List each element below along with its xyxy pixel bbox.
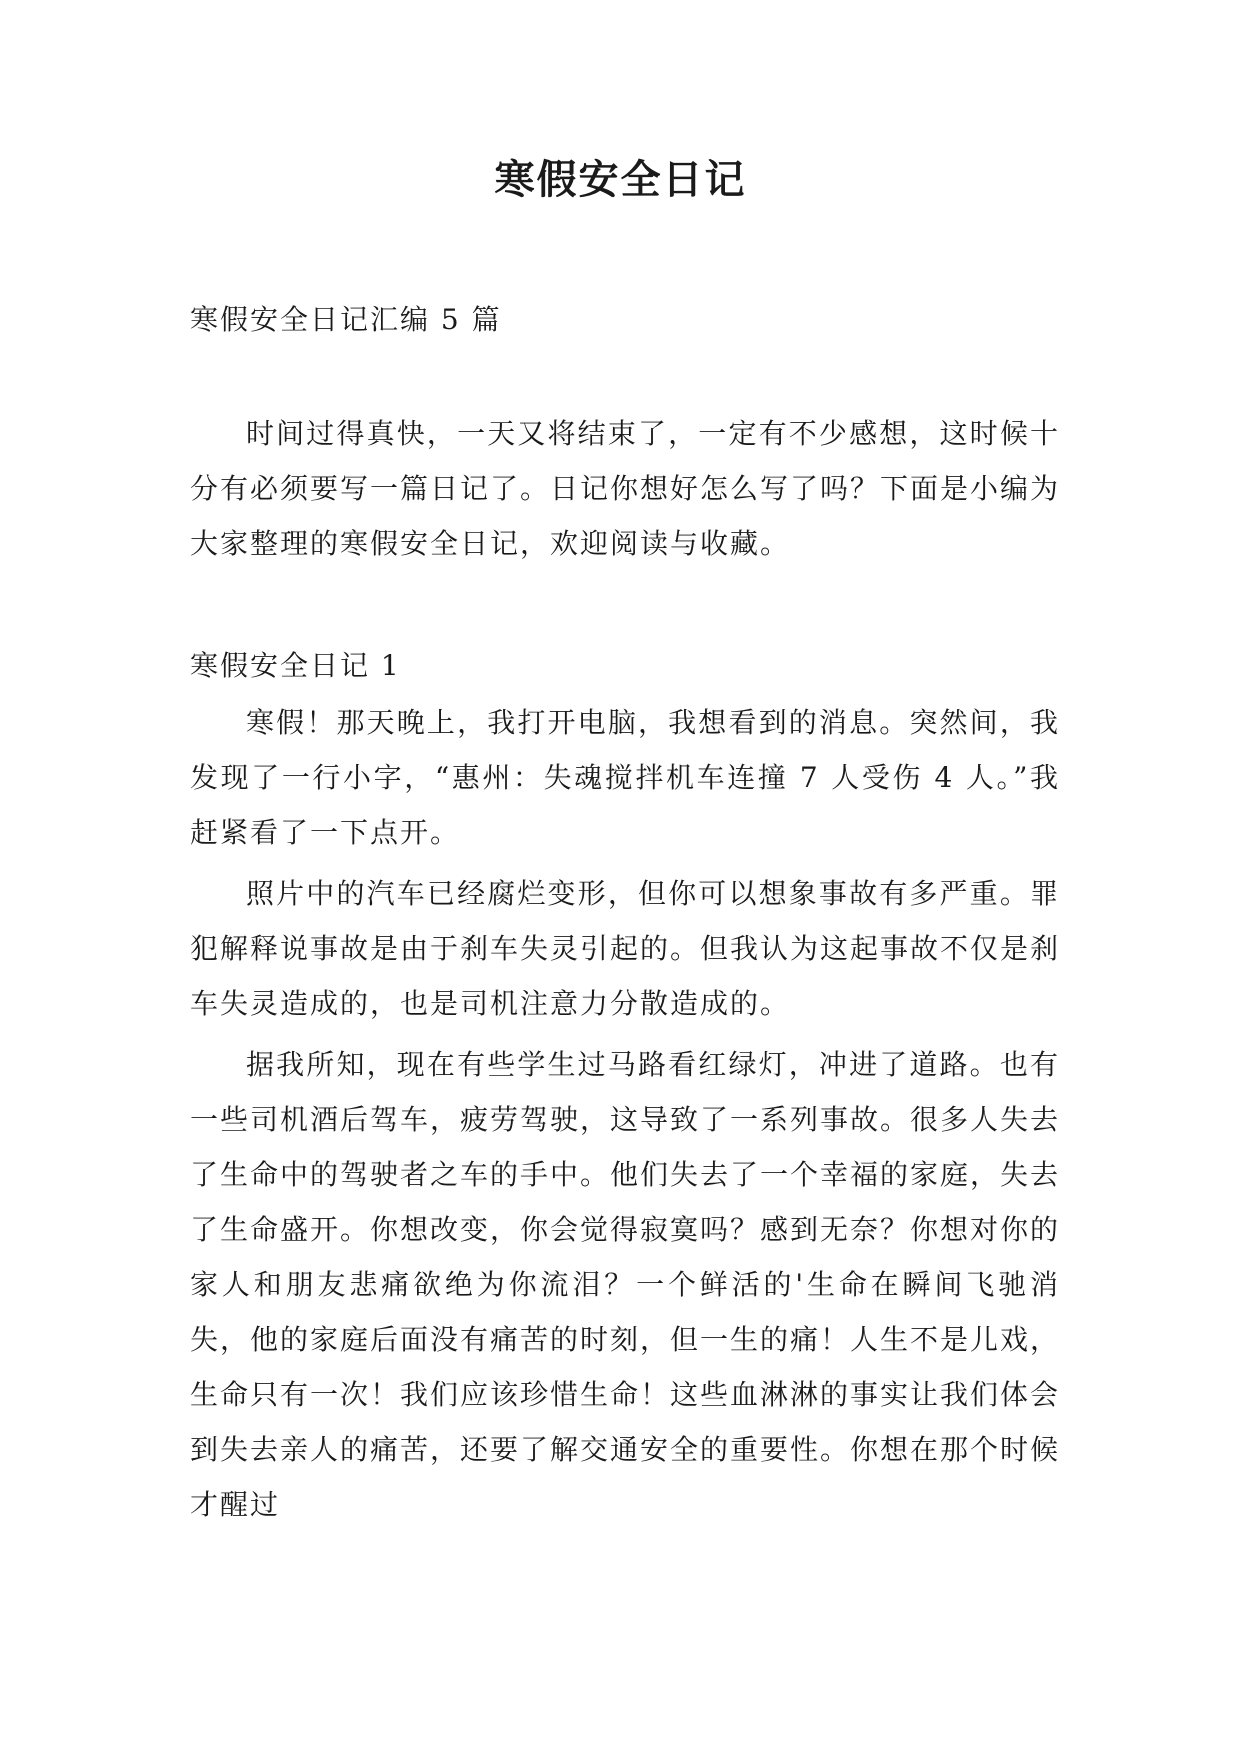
document-subtitle: 寒假安全日记汇编 5 篇	[190, 303, 502, 336]
document-title: 寒假安全日记	[494, 157, 747, 203]
section-heading: 寒假安全日记 1	[190, 649, 401, 682]
body-paragraph: 照片中的汽车已经腐烂变形，但你可以想象事故有多严重。罪犯解释说事故是由于刹车失灵引起的。但我认为这起事故不仅是刹车失灵造成的，也是司机注意力分散造成的。	[190, 877, 1061, 1020]
body-paragraph: 据我所知，现在有些学生过马路看红绿灯，冲进了道路。也有一些司机酒后驾车，疲劳驾驶，这导致了一系列事故。很多人失去了生命中的驾驶者之车的手中。他们失去了一个幸福的家庭，失去了生命盛开。你想改变，你会觉得寂寞吗？感到无奈？你想对你的家人和朋友悲痛欲绝为你流泪？一个鲜活的'生命在瞬间飞驰消失，他的家庭后面没有痛苦的时刻，但一生的痛！人生不是儿戏，生命只有一次！我们应该珍惜生命！这些血淋淋的事实让我们体会到失去亲人的痛苦，还要了解交通安全的重要性。你想在那个时候才醒过	[190, 1048, 1061, 1521]
body-paragraph: 寒假！那天晚上，我打开电脑，我想看到的消息。突然间，我发现了一行小字，“惠州：失魂搅拌机车连撞 7 人受伤 4 人。”我赶紧看了一下点开。	[190, 706, 1060, 849]
intro-paragraph: 时间过得真快，一天又将结束了，一定有不少感想，这时候十分有必须要写一篇日记了。日记你想好怎么写了吗？下面是小编为大家整理的寒假安全日记，欢迎阅读与收藏。	[190, 417, 1061, 560]
